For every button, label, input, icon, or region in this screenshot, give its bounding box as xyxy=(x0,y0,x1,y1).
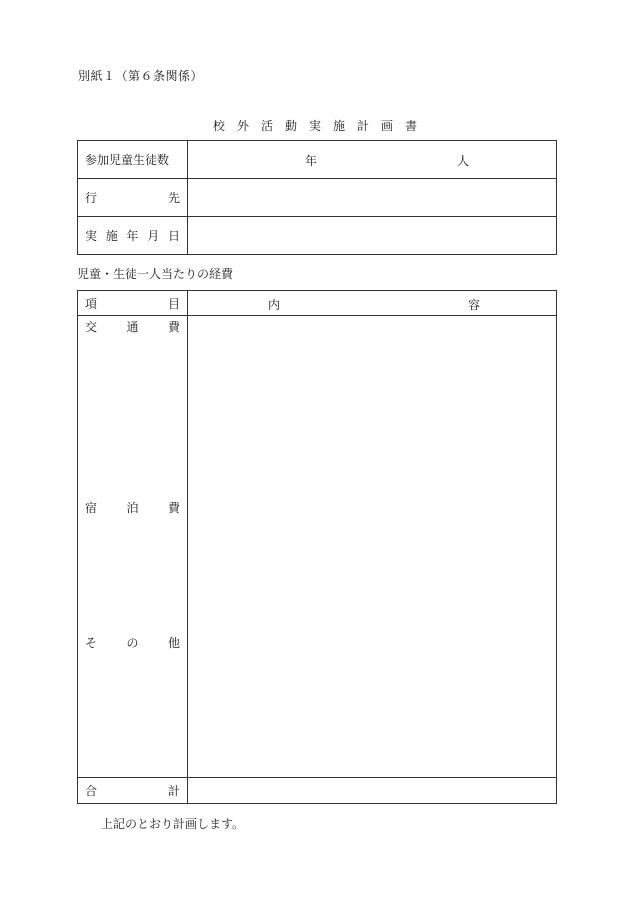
cost-table xyxy=(77,290,557,804)
label-char: 宿 xyxy=(85,501,98,515)
title-char: 校 xyxy=(212,119,225,133)
total-row xyxy=(78,778,557,804)
cost-items-column xyxy=(78,316,188,778)
title-char: 活 xyxy=(260,119,273,133)
cost-section-heading: 児童・生徒一人当たりの経費 xyxy=(77,267,234,281)
content-header-char: 内 xyxy=(268,298,281,312)
date-value[interactable] xyxy=(188,217,557,255)
date-label-char: 日 xyxy=(167,229,180,243)
content-header xyxy=(188,291,557,316)
date-label-char: 実 xyxy=(85,229,98,243)
date-label-char: 施 xyxy=(105,229,118,243)
label-char: 通 xyxy=(126,320,139,334)
label-char: 泊 xyxy=(126,501,139,515)
cost-header-row xyxy=(78,291,557,316)
title-char: 外 xyxy=(236,119,249,133)
title-char: 実 xyxy=(308,119,321,133)
label-char: 交 xyxy=(85,320,98,334)
title-char: 画 xyxy=(381,119,394,133)
participants-row xyxy=(78,141,557,179)
title-char: 計 xyxy=(357,119,370,133)
label-char: 他 xyxy=(167,636,180,650)
total-label xyxy=(78,778,188,804)
info-table xyxy=(77,140,557,255)
content-header-char: 容 xyxy=(468,298,481,312)
cost-body-row xyxy=(78,316,557,778)
year-unit: 年 xyxy=(305,154,318,168)
other-cost-label xyxy=(85,634,180,651)
label-char: の xyxy=(126,636,139,650)
date-label-char: 年 xyxy=(126,229,139,243)
destination-value[interactable] xyxy=(188,179,557,217)
label-char: 費 xyxy=(167,501,180,515)
closing-statement: 上記のとおり計画します。 xyxy=(101,817,245,831)
label-char: 費 xyxy=(167,320,180,334)
total-label-char: 計 xyxy=(167,784,180,798)
date-label-char: 月 xyxy=(147,229,160,243)
destination-label-char: 先 xyxy=(167,191,180,205)
title-char: 動 xyxy=(284,119,297,133)
attachment-label: 別紙１（第６条関係） xyxy=(78,69,204,83)
item-header-char: 目 xyxy=(167,296,180,311)
destination-label xyxy=(78,179,188,217)
date-row xyxy=(78,217,557,255)
document-title xyxy=(0,117,630,134)
item-header-char: 項 xyxy=(85,296,98,311)
lodging-cost-label xyxy=(85,499,180,516)
cost-content-area[interactable] xyxy=(188,316,557,778)
title-char: 施 xyxy=(333,119,346,133)
transport-cost-label xyxy=(85,318,180,335)
total-value[interactable] xyxy=(188,778,557,804)
date-label xyxy=(78,217,188,255)
people-unit: 人 xyxy=(457,154,470,168)
participants-label: 参加児童生徒数 xyxy=(78,141,188,179)
item-header xyxy=(78,291,188,316)
total-label-char: 合 xyxy=(85,784,98,798)
destination-label-char: 行 xyxy=(85,191,98,205)
label-char: そ xyxy=(85,636,98,650)
title-char: 書 xyxy=(405,119,418,133)
destination-row xyxy=(78,179,557,217)
participants-value[interactable] xyxy=(188,141,557,179)
